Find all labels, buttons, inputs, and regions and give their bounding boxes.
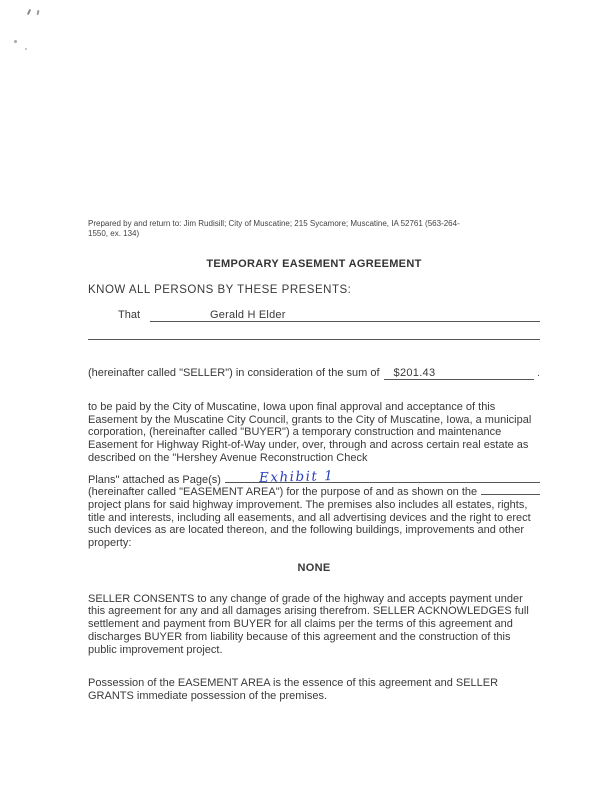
amount-value: $201.43 [393,367,436,379]
prepared-by-line-1: Prepared by and return to: Jim Rudisill; City of Muscatine; 215 Sycamore; Muscatine, IA 52761 (563-264- [88,219,460,228]
body-paragraph-1-continued: project plans for said highway improvement. The premises also includes all estates, rights, title and interests, including all easements, and all advertising devices and the right to erect such devices as are located thereon, and the following buildings, improvements and other property: [88,498,531,550]
body-paragraph-1: to be paid by the City of Muscatine, Iowa upon final approval and acceptance of this Easement by the Muscatine City Council, grants to the City of Muscatine, Iowa, a municipal corporation, (hereinafter called "BUYER") a temporary construction and maintenance Easement for Highway Right-of-Way under, over, through and across certain real estate as described on the "Hershey Avenue Reconstruction Check [88,401,532,464]
prepared-by-block [88,219,540,239]
amount-blank [384,367,534,380]
trailing-blank-line [481,494,540,495]
exhibit-handwriting: Exhibit 1 [258,467,335,486]
scan-artifact-mark [37,10,40,15]
blank-fill-line [88,339,540,340]
easement-area-text: (hereinafter called "EASEMENT AREA") for the purpose of and as shown on the [88,486,478,499]
scan-artifact-dot [25,48,27,50]
body-paragraph-3: Possession of the EASEMENT AREA is the essence of this agreement and SELLER GRANTS immediate possession of the premises. [88,677,499,702]
presents-line: KNOW ALL PERSONS BY THESE PRESENTS: [88,284,352,296]
document-content [88,219,540,703]
consideration-text: (hereinafter called "SELLER") in consideration of the sum of [88,367,380,379]
pages-line-text: Plans" attached as Page(s) [88,473,221,486]
easement-area-row [88,486,540,499]
none-heading: NONE [297,561,331,574]
pages-blank [225,467,540,486]
consideration-row [88,367,540,380]
that-label: That [118,309,141,321]
pages-row [88,465,540,487]
prepared-by-line-2: 1550, ex. 134) [88,229,140,238]
document-title: TEMPORARY EASEMENT AGREEMENT [206,258,422,270]
trailing-period: . [536,367,540,379]
seller-name-row [88,309,540,322]
body-paragraph-2: SELLER CONSENTS to any change of grade of the highway and accepts payment under this agreement for any and all damages arising therefrom. SELLER ACKNOWLEDGES full settlement and payment from BUYER for all claims per the terms of this agreement and discharges BUYER from liability because of this agreement and the construction of this public improvement project. [88,592,529,656]
scan-artifact-mark [27,9,31,15]
seller-name-blank [150,309,540,322]
seller-name-value: Gerald H Elder [210,309,286,321]
scan-artifact-dot [14,40,17,43]
